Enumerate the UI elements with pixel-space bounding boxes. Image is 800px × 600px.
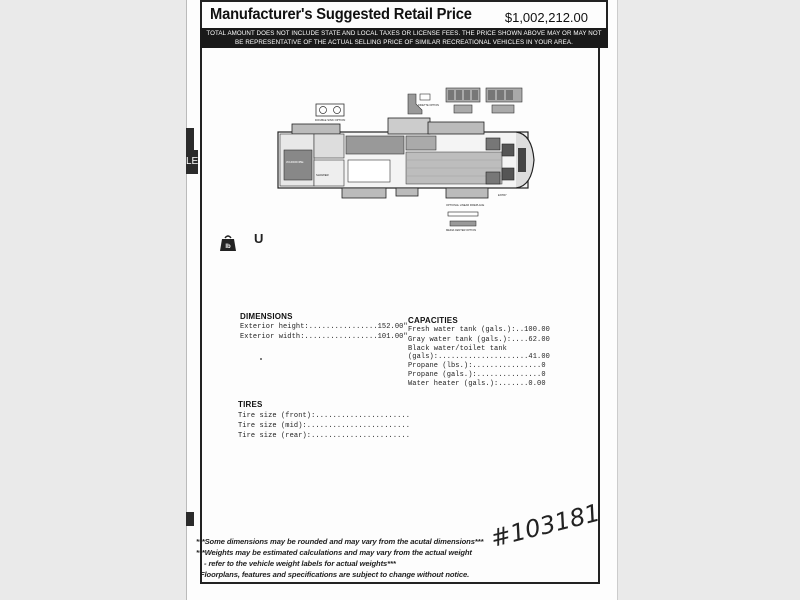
coach-outline [278,118,534,198]
disclaimer-line-1: TOTAL AMOUNT DOES NOT INCLUDE STATE AND LOCAL TAXES OR LICENSE FEES. THE PRICE SHOWN ABOVE MAY OR MAY NOT [206,30,602,37]
side-tab: LE [186,150,198,174]
capacity-row-black: (gals):.....................41.00 [408,353,550,361]
footnote-weight-labels: - refer to the vehicle weight labels for actual weights*** [204,559,396,568]
capacity-row-gray: Gray water tank (gals.):....62.00 [408,336,550,344]
wardrobe-label: WARDROBE [286,160,304,164]
floorplan-diagram [270,88,550,233]
capacity-row-water-heater: Water heater (gals.):.......0.00 [408,380,546,388]
tires-title: TIRES [238,400,263,409]
weight-icon-label: lb [225,244,231,250]
scan-speck [260,358,262,360]
dinette-label: DINETTE OPTION [418,104,439,107]
fireplace-label: OPTIONAL LINEAR FIREPLACE [446,204,485,207]
weight-icon [219,234,237,252]
dimensions-title: DIMENSIONS [240,312,293,321]
tire-row-rear: Tire size (rear):....................... [238,432,411,440]
msrp-price: $1,002,212.00 [504,10,588,25]
handwritten-stock-number [487,498,603,553]
model-letter: U [254,231,264,246]
price-disclaimer [200,28,608,48]
capacity-row-fresh: Fresh water tank (gals.):..100.00 [408,326,550,334]
double-sink-label: DOUBLE SINK OPTION [315,118,346,122]
fireplace-option [446,203,485,232]
footnote-dimensions: ***Some dimensions may be rounded and may vary from the acutal dimensions*** [196,537,484,546]
capacity-row-propane-gals: Propane (gals.):...............0 [408,371,546,379]
stock-number-text: #103181 [487,498,603,553]
binder-mark-bottom [186,512,194,526]
dimension-row-height: Exterior height:................152.00" [240,323,408,331]
capacity-row-black-label: Black water/toilet tank [408,345,507,353]
tire-row-mid: Tire size (mid):........................ [238,422,411,430]
double-sink-option [315,104,345,122]
price-header [200,0,608,28]
capacity-row-propane-lbs: Propane (lbs.):................0 [408,362,546,370]
footnote-weights: ***Weights may be estimated calculations and may vary from the actual weight [196,548,472,557]
disclaimer-line-2: BE REPRESENTATIVE OF THE ACTUAL SELLING PRICE OF SIMILAR RECREATIONAL VEHICLES IN YOUR AREA. [235,38,573,46]
msrp-title: Manufacturer's Suggested Retail Price [210,6,472,23]
dimension-row-width: Exterior width:.................101.00" [240,333,408,341]
media-center-label: MEDIA CENTER OPTION [446,229,477,232]
binder-mark-top [186,128,194,150]
footnote-changes: Floorplans, features and specifications are subject to change without notice. [200,570,470,579]
tire-row-front: Tire size (front):...................... [238,412,411,420]
capacities-title: CAPACITIES [408,316,458,325]
dinette-option [408,88,522,114]
entry-label: ENTRY [498,194,507,197]
shower-label: SHOWER [316,173,329,177]
